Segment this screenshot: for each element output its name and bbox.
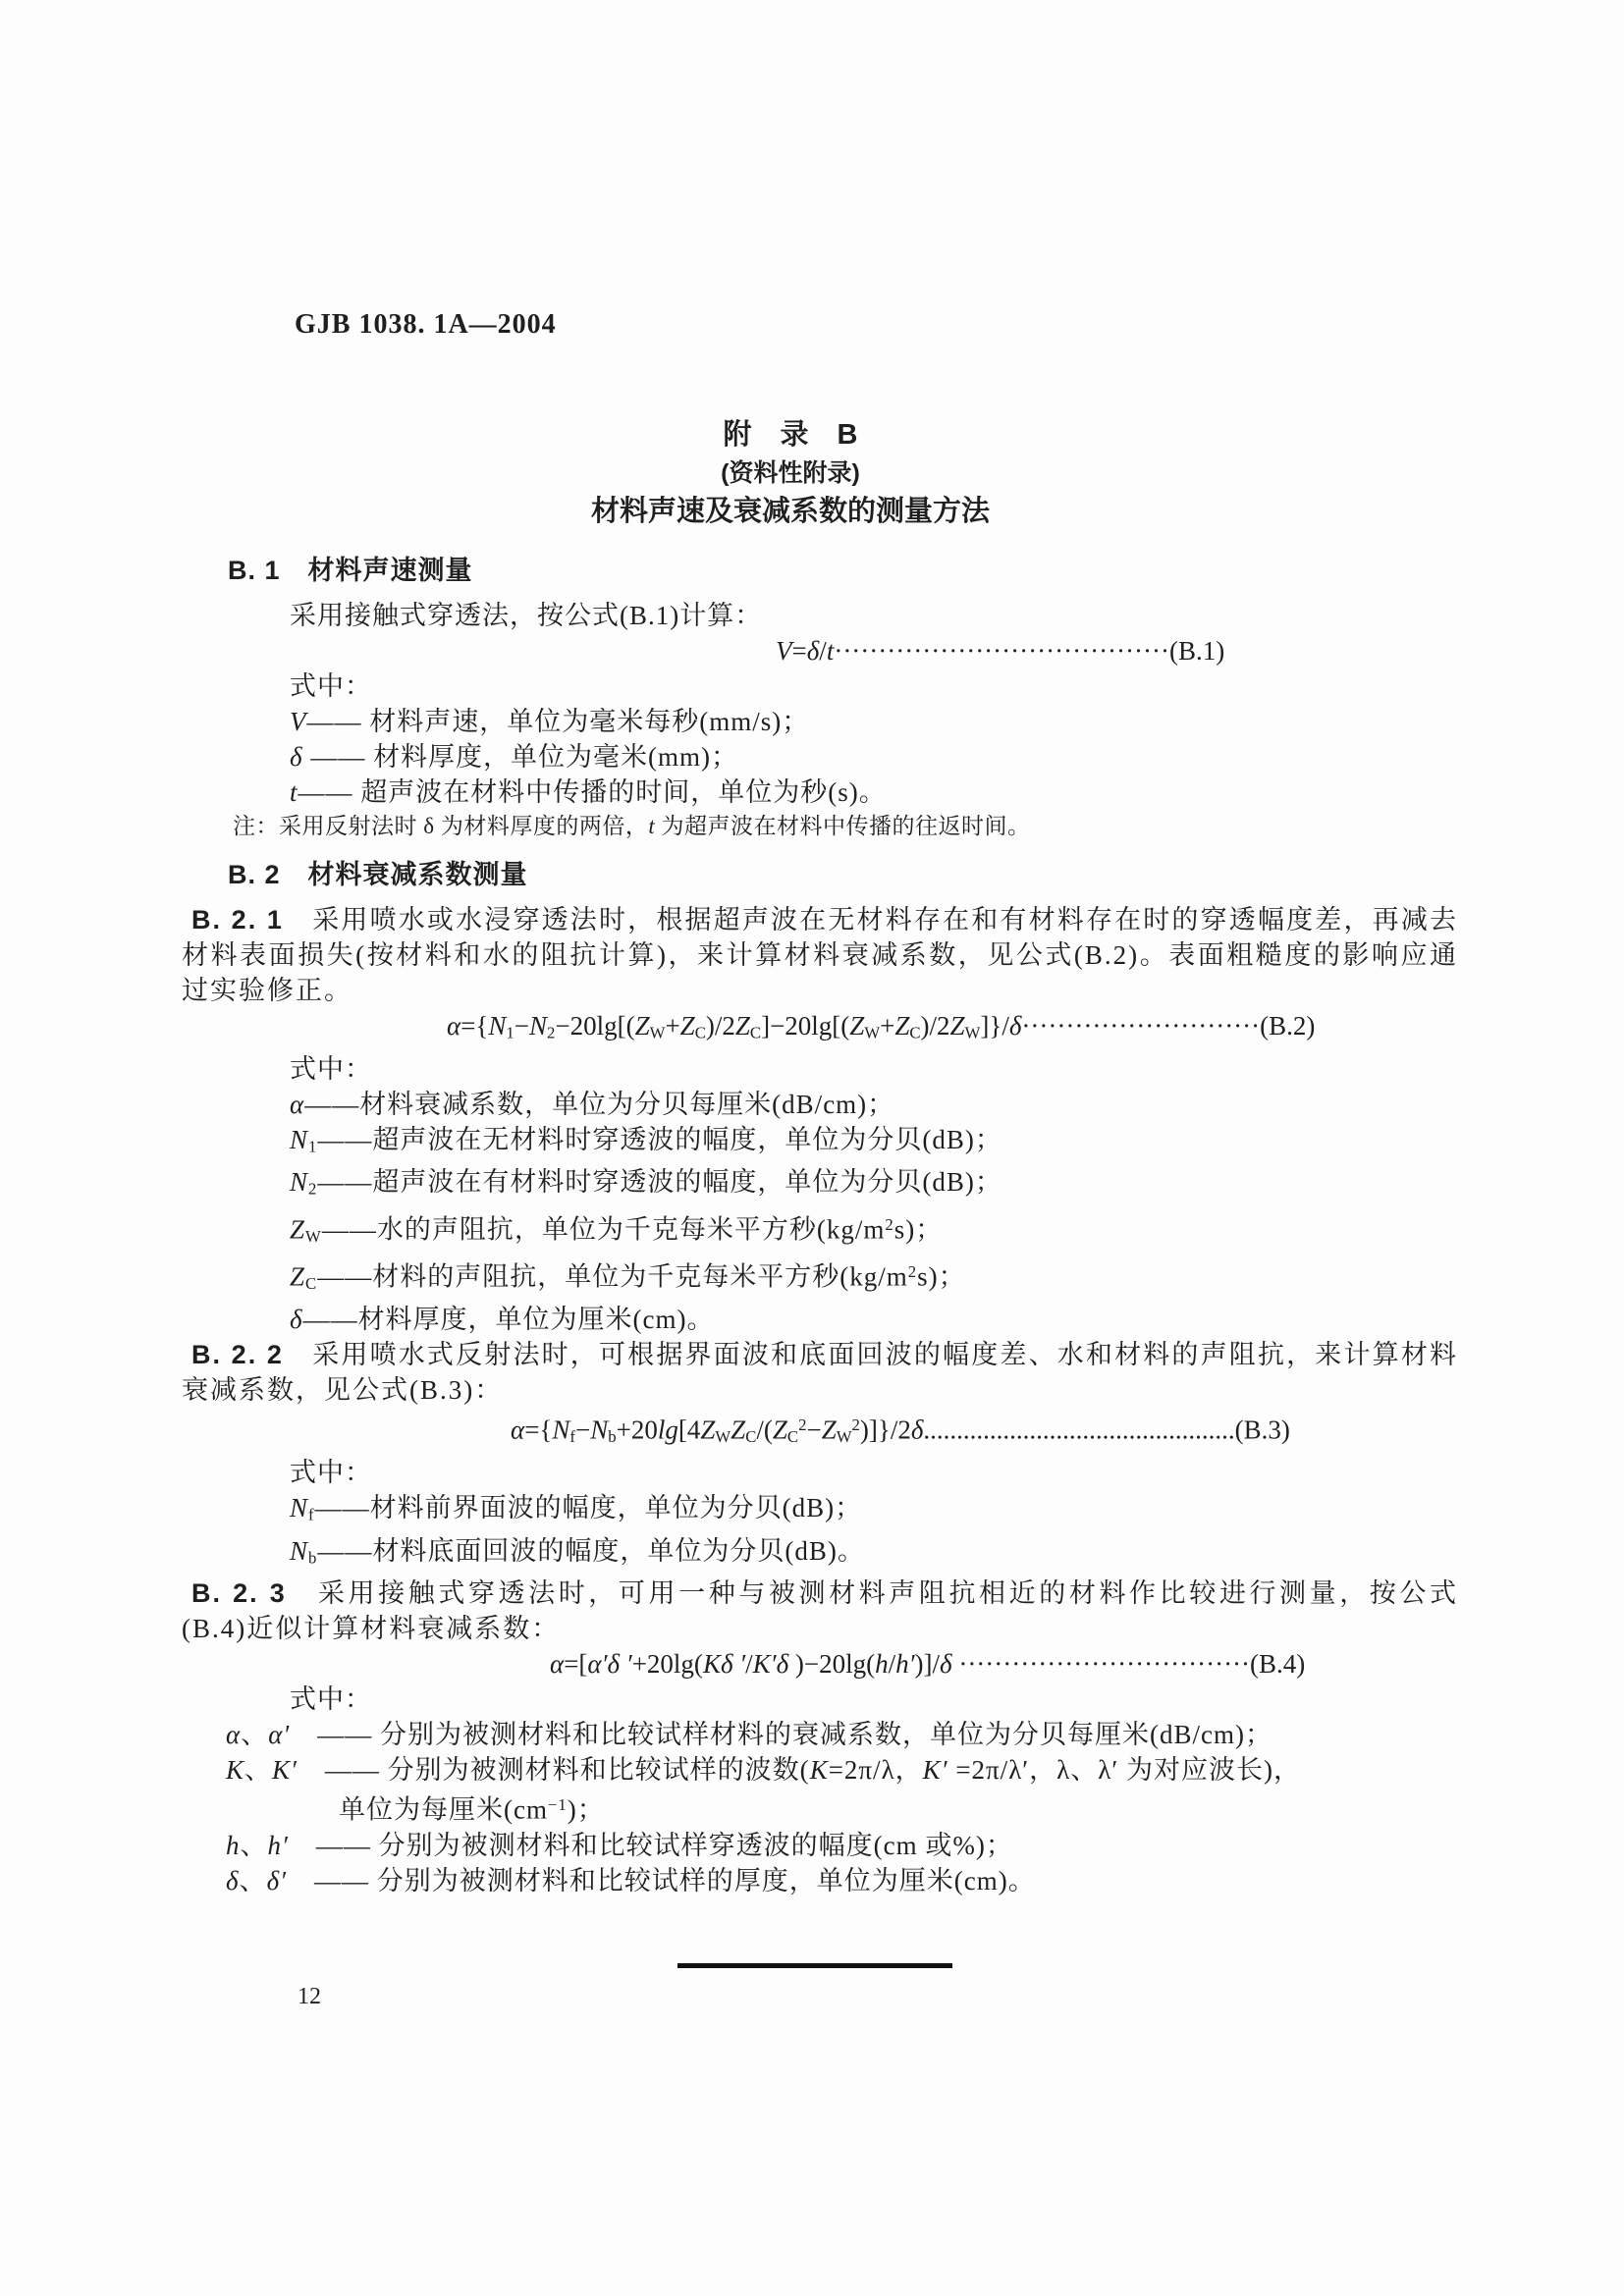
b1-where-label: 式中： (290, 671, 372, 701)
b1-note: 注：采用反射法时 δ 为材料厚度的两倍，t 为超声波在材料中传播的往返时间。 (233, 814, 1031, 838)
page-number: 12 (298, 1983, 321, 2009)
b23-def-alpha: α、α′ —— 分别为被测材料和比较试样材料的衰减系数，单位为分贝每厘米(dB/cm)； (226, 1720, 1273, 1750)
b1-def-v: V—— 材料声速，单位为毫米每秒(mm/s)； (290, 707, 810, 736)
b23-def-h: h、h′ —— 分别为被测材料和比较试样穿透波的幅度(cm 或%)； (226, 1830, 1013, 1860)
formula-b1: V=δ/t······································(B.1) (776, 636, 1225, 666)
appendix-type: (资料性附录) (721, 459, 860, 487)
b23-def-k: K、K′ —— 分别为被测材料和比较试样的波数(K=2π/λ，K′ =2π/λ′，λ、λ′ 为对应波长)， (226, 1755, 1302, 1786)
appendix-title-block (182, 415, 1399, 531)
b21-paragraph: B. 2. 1 采用喷水或水浸穿透法时，根据超声波在无材料存在和有材料存在时的穿透幅度差，再减去材料表面损失(按材料和水的阻抗计算)，来计算材料衰减系数，见公式(B.2)。表面粗糙度的影响应通过实验修正。 (182, 905, 1458, 1005)
b21-def-n2: $N_2——$超声波在有材料时穿透波的幅度，单位为分贝(dB)； (290, 1167, 1002, 1200)
b21-def-alpha: α——材料衰减系数，单位为分贝每厘米(dB/cm)； (290, 1089, 895, 1119)
appendix-name: 材料声速及衰减系数的测量方法 (590, 496, 990, 527)
b21-def-n1: $N_1——$超声波在无材料时穿透波的幅度，单位为分贝(dB)； (290, 1124, 1002, 1156)
b22-where-label: 式中： (290, 1458, 372, 1488)
b22-paragraph: B. 2. 2 采用喷水式反射法时，可根据界面波和底面回波的幅度差、水和材料的声阻抗，来计算材料衰减系数，见公式(B.3)： (182, 1340, 1458, 1406)
b21-def-zc: $Z_C——$材料的声阻抗，单位为千克每米平方秒$(kg/m^2s)$； (290, 1261, 966, 1294)
formula-b2: $\alpha=\{N_1-N_2-20\lg[(Z_W+Z_C)/2Z_C]-20\lg[(Z_W+Z_C)/2Z_W]\}/\delta\cdot\cdot\cdot\cdot\cdot\cdot\cdot\cdot\cdot\cdot\cdot\cdot\cdot\cdot\cdot\cdot\cdot\cdot\cdot\cdot\cdot\cdot\cdot\cdot\cdot\cdot\cdot(B.2)$ (447, 1011, 1316, 1042)
b23-paragraph: B. 2. 3 采用接触式穿透法时，可用一种与被测材料声阻抗相近的材料作比较进行测量，按公式(B.4)近似计算材料衰减系数： (182, 1578, 1459, 1644)
b21-def-zw: $Z_W——$水的声阻抗，单位为千克每米平方秒$(kg/m^2s)$； (290, 1214, 944, 1247)
b23-where-label: 式中： (290, 1684, 372, 1715)
standard-number: GJB 1038. 1A—2004 (295, 309, 557, 340)
b23-def-k-continuation: 单位为每厘米$(cm^{-1})$； (339, 1794, 605, 1825)
heading-b1: B. 1 材料声速测量 (228, 556, 473, 585)
b1-def-t: t—— 超声波在材料中传播的时间，单位为秒(s)。 (290, 777, 887, 807)
b22-def-nf: $N_f——$材料前界面波的幅度，单位为分贝(dB)； (290, 1493, 863, 1524)
appendix-label: 附 录 B (723, 419, 858, 451)
formula-b4: α=[α′δ ′+20lg(Kδ ′/K′δ )−20lg(h/h′)]/δ ·································(B.4) (550, 1649, 1306, 1680)
b23-def-delta: δ、δ′ —— 分别为被测材料和比较试样的厚度，单位为厘米(cm)。 (226, 1865, 1036, 1896)
b22-def-nb: $N_b——$材料底面回波的幅度，单位为分贝(dB)。 (290, 1535, 865, 1568)
formula-b3: $\alpha=\{N_f-N_b+20\lg[4Z_WZ_C/(Z_C^2-Z_W^2)]\}/2\delta...............................................(B.3)$ (511, 1415, 1290, 1447)
b21-def-delta: δ——材料厚度，单位为厘米(cm)。 (290, 1305, 715, 1335)
heading-b2: B. 2 材料衰减系数测量 (228, 860, 528, 889)
b1-intro: 采用接触式穿透法，按公式(B.1)计算： (290, 601, 763, 630)
b1-def-delta: δ —— 材料厚度，单位为毫米(mm)； (290, 742, 739, 772)
b21-where-label: 式中： (290, 1053, 372, 1084)
footer-divider (677, 1963, 952, 1968)
